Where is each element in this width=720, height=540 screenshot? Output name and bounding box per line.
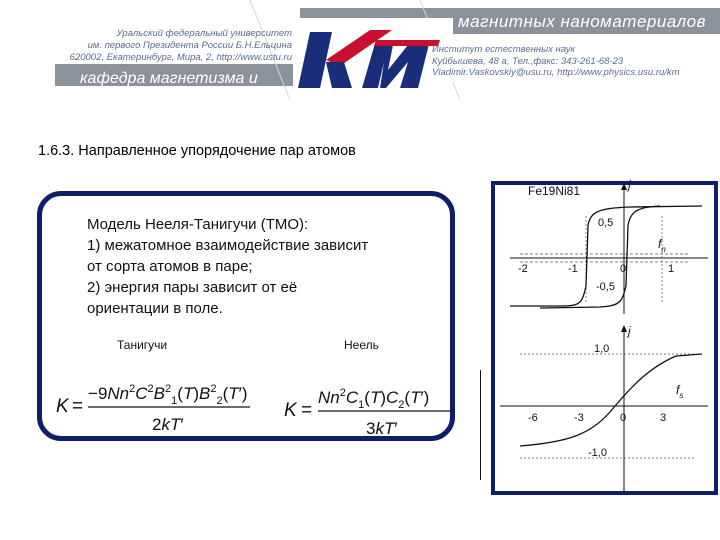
svg-text:K: K bbox=[284, 400, 297, 421]
svg-text:=: = bbox=[301, 400, 313, 421]
department-label: кафедра магнетизма и bbox=[80, 70, 258, 87]
lab-label: магнитных наноматериалов bbox=[458, 12, 706, 31]
top-ytick: 0,5 bbox=[598, 217, 614, 229]
top-xtick: 0 bbox=[620, 263, 627, 275]
taniguchi-label: Танигучи bbox=[117, 338, 168, 352]
model-line: 1) межатомное взаимодействие зависит bbox=[87, 237, 369, 254]
model-description bbox=[87, 214, 368, 319]
top-xtick: -2 bbox=[518, 263, 528, 275]
taniguchi-formula bbox=[56, 383, 250, 434]
bottom-ytick: -1,0 bbox=[588, 447, 607, 459]
bottom-xtick: 0 bbox=[620, 412, 627, 424]
graphs bbox=[480, 176, 720, 506]
top-graph bbox=[510, 178, 708, 314]
bottom-curve-label: $f_s$ bbox=[676, 383, 684, 400]
svg-text:K: K bbox=[56, 396, 69, 417]
formulas bbox=[40, 370, 500, 450]
institute-contacts: Vladimir.Vaskovskiy@usu.ru, http://www.physics.usu.ru/km bbox=[432, 67, 680, 78]
top-curve-label: $f_n$ bbox=[658, 237, 666, 254]
svg-text:−9Nn2C2B21(T)B22(T′): $-9Nn^2C^2B^2_1(T)B^2_2(T')$ bbox=[88, 383, 248, 407]
svg-text:=: = bbox=[72, 396, 84, 417]
top-xtick: -1 bbox=[568, 263, 578, 275]
bottom-graph bbox=[500, 324, 708, 492]
bottom-xtick: -3 bbox=[574, 412, 584, 424]
top-ytick: -0,5 bbox=[596, 281, 615, 293]
svg-text:Nn2C1(T)C2(T′): $Nn^2C_1(T)C_2(T')$ bbox=[318, 387, 430, 411]
bottom-ytick: 1,0 bbox=[594, 343, 610, 355]
svg-text:2kT′: 2kT′ bbox=[152, 415, 184, 434]
s-curve bbox=[520, 354, 702, 446]
material-label: Fe19Ni81 bbox=[528, 184, 581, 198]
university-info bbox=[62, 28, 292, 64]
bottom-y-label: j bbox=[628, 324, 631, 338]
institute-address: Куйбышева, 48 а, Тел.,факс: 343-261-68-23 bbox=[432, 55, 624, 67]
header-banner bbox=[0, 0, 720, 100]
top-xtick: 1 bbox=[668, 263, 675, 275]
institute-info bbox=[432, 44, 680, 79]
neel-formula bbox=[284, 387, 450, 438]
svg-text:3kT′: 3kT′ bbox=[366, 419, 398, 438]
km-logo bbox=[293, 18, 453, 96]
slide-title: 1.6.3. Направленное упорядочение пар атомов bbox=[38, 143, 356, 159]
model-line: 2) энергия пары зависит от её bbox=[87, 279, 298, 296]
bottom-xtick: 3 bbox=[660, 412, 667, 424]
top-y-label: j bbox=[628, 178, 631, 192]
institute-name: Институт естественных наук bbox=[432, 44, 575, 55]
model-line: от сорта атомов в паре; bbox=[87, 258, 253, 275]
university-address: 620002, Екатеринбург, Мира, 2, http://www.ustu.ru bbox=[69, 52, 292, 63]
university-name: Уральский федеральный университет bbox=[116, 28, 292, 39]
model-line: Модель Нееля-Танигучи (ТМО): bbox=[87, 216, 309, 233]
bottom-xtick: -6 bbox=[528, 412, 538, 424]
neel-label: Неель bbox=[344, 338, 379, 352]
panel-edge-line bbox=[480, 370, 481, 480]
university-dedication: им. первого Президента России Б.Н.Ельцина bbox=[87, 40, 292, 51]
model-line: ориентации в поле. bbox=[87, 300, 223, 317]
